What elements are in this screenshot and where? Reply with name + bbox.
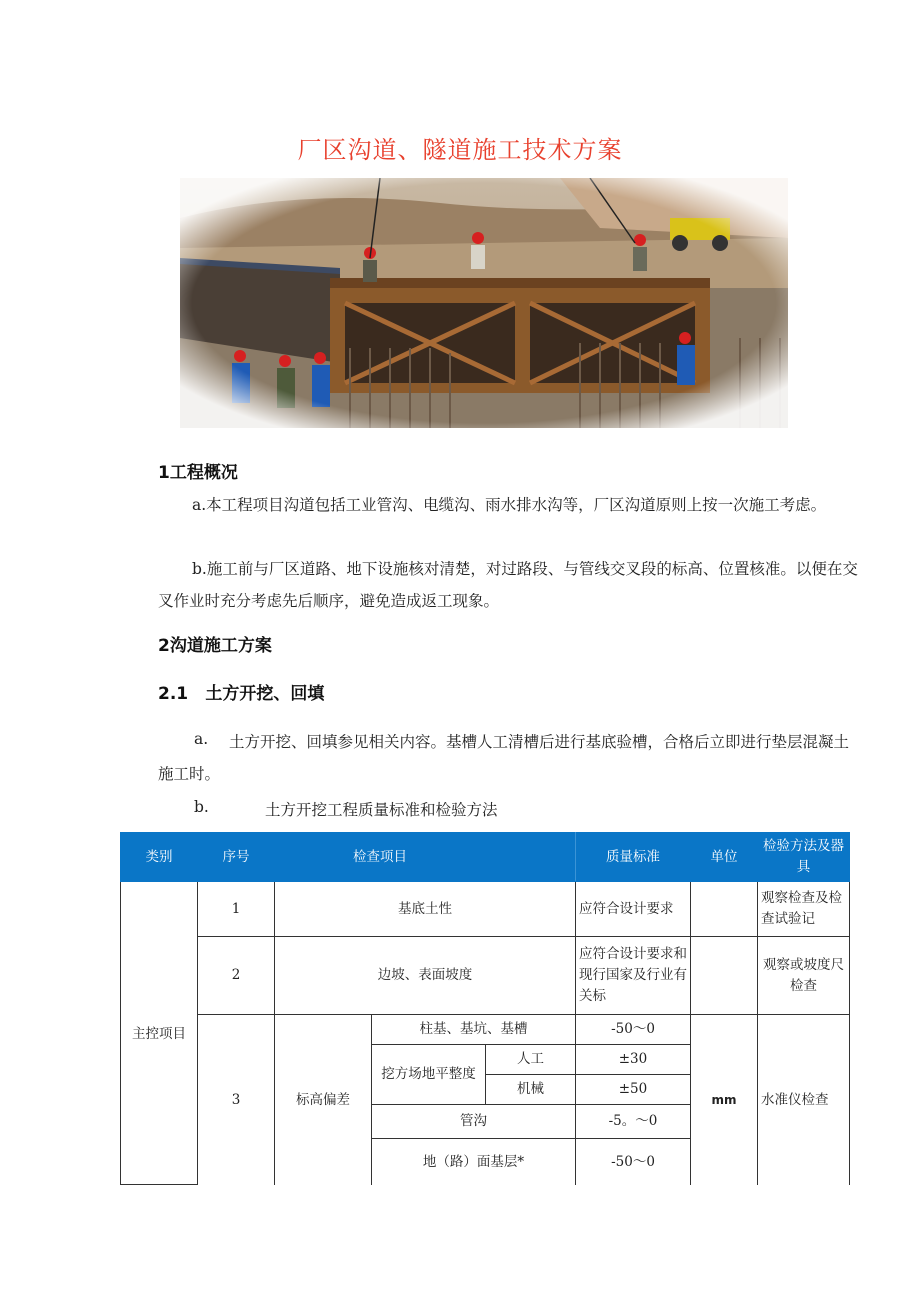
construction-site-photo [180,178,788,428]
unit-cell [691,937,758,1015]
item-cell: 标高偏差 [275,1015,372,1187]
standard-cell: ±30 [576,1045,691,1075]
subsection-number: 2.1 [158,684,189,704]
section1-heading: 1工程概况 [158,463,238,483]
table-bottom-edge [120,1184,197,1185]
table-row [121,937,850,1015]
standard-cell: -50～0 [576,1015,691,1045]
section1-para-b: b.施工前与厂区道路、地下设施核对清楚，对过路段、与管线交叉段的标高、位置核准。以便在交叉作业时充分考虑先后顺序，避免造成返工现象。 [158,560,858,610]
table-header-row [121,833,850,882]
item-cell: 边坡、表面坡度 [275,937,576,1015]
page-bottom-margin [0,1185,920,1301]
header-item-spacer [486,833,576,882]
category-cell: 主控项目 [121,882,198,1187]
item-b-marker: b. [194,798,209,816]
section2-heading: 2沟道施工方案 [158,636,272,656]
standard-cell: 应符合设计要求和现行国家及行业有关标 [576,937,691,1015]
header-category: 类别 [121,833,198,882]
item-a-text: 土方开挖、回填参见相关内容。基槽人工清槽后进行基底验槽，合格后立即进行垫层混凝土施工时。 [158,733,850,783]
header-unit: 单位 [691,833,758,882]
section1-para-a: a.本工程项目沟道包括工业管沟、电缆沟、雨水排水沟等，厂区沟道原则上按一次施工考虑。 [192,496,827,514]
header-standard: 质量标准 [576,833,691,882]
standard-cell: 应符合设计要求 [576,882,691,937]
method-cell: 观察检查及检查试验记 [758,882,850,937]
subitem-cell: 挖方场地平整度 [372,1045,486,1105]
header-item: 检查项目 [275,833,486,882]
subitem-cell: 机械 [486,1075,576,1105]
document-title: 厂区沟道、隧道施工技术方案 [297,136,623,164]
unit-cell: mm [691,1015,758,1187]
subitem-cell: 地（路）面基层* [372,1139,576,1187]
subitem-cell: 人工 [486,1045,576,1075]
subsection-2-1-heading [158,679,324,704]
seq-cell: 1 [198,882,275,937]
header-method: 检验方法及器具 [758,833,850,882]
table-row [121,882,850,937]
item-cell: 基底土性 [275,882,576,937]
seq-cell: 2 [198,937,275,1015]
standard-cell: -50～0 [576,1139,691,1187]
subitem-cell: 柱基、基坑、基槽 [372,1015,576,1045]
seq-cell: 3 [198,1015,275,1187]
table-row [121,1015,850,1045]
standard-cell: ±50 [576,1075,691,1105]
method-cell: 水准仪检查 [758,1015,850,1187]
item-a-marker: a. [194,730,209,748]
subitem-cell: 管沟 [372,1105,576,1139]
standard-cell: -5。～0 [576,1105,691,1139]
header-seq: 序号 [198,833,275,882]
unit-cell [691,882,758,937]
item-b-text: 土方开挖工程质量标准和检验方法 [265,801,498,819]
quality-standard-table [120,832,850,1187]
method-cell: 观察或坡度尺检查 [758,937,850,1015]
subsection-title: 土方开挖、回填 [205,684,325,704]
